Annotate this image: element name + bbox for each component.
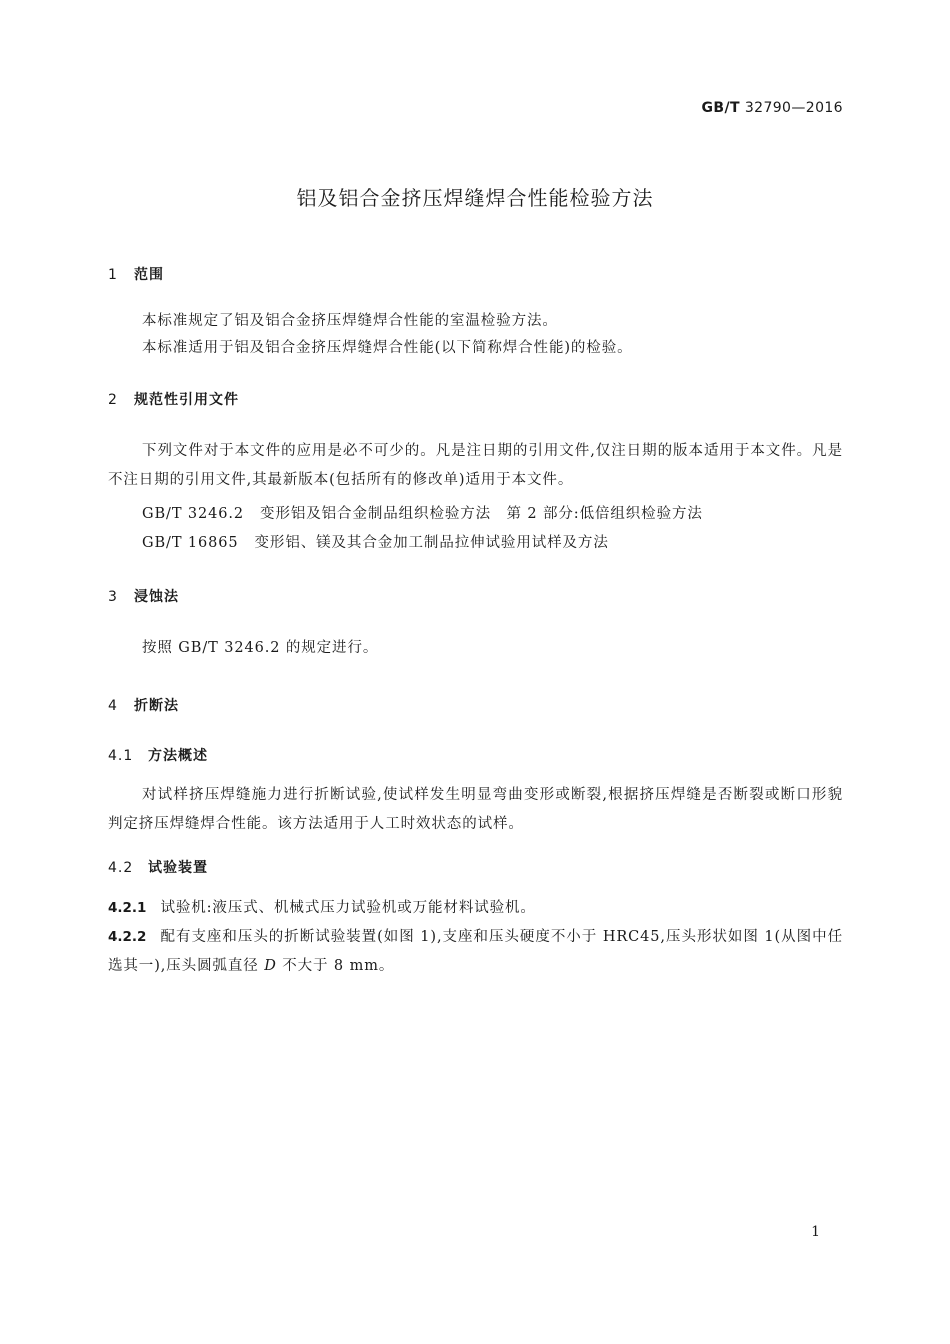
section-title: 浸蚀法: [134, 589, 179, 605]
reference-title: 变形铝及铝合金制品组织检验方法 第 2 部分:低倍组织检验方法: [260, 506, 703, 522]
section-number: 4: [108, 698, 118, 714]
document-title: 铝及铝合金挤压焊缝焊合性能检验方法: [296, 186, 654, 210]
subsection-number: 4.1: [108, 748, 134, 764]
subsection-4-2-heading: [108, 857, 208, 877]
clause-4-2-1: [108, 894, 843, 923]
clause-text: 试验机:液压式、机械式压力试验机或万能材料试验机。: [160, 900, 536, 916]
section-title: 规范性引用文件: [134, 392, 239, 408]
reference-code: GB/T 16865: [142, 535, 239, 551]
section-3-paragraph: 按照 GB/T 3246.2 的规定进行。: [142, 640, 379, 656]
section-number: 1: [108, 267, 118, 283]
subsection-number: 4.2: [108, 860, 134, 876]
clause-text-end: 不大于 8 mm。: [276, 958, 395, 974]
section-1-heading: [108, 264, 164, 284]
subsection-4-1-paragraph: 对试样挤压焊缝施力进行折断试验,使试样发生明显弯曲变形或断裂,根据挤压焊缝是否断裂或断口形貌判定挤压焊缝焊合性能。该方法适用于人工时效状态的试样。: [108, 787, 843, 832]
standard-number: 32790—2016: [744, 100, 843, 116]
clause-number: 4.2.2: [108, 929, 147, 945]
normative-reference: [142, 531, 609, 552]
page-number: 1: [811, 1224, 820, 1240]
section-title: 折断法: [134, 698, 179, 714]
clause-number: 4.2.1: [108, 900, 147, 916]
reference-code: GB/T 3246.2: [142, 506, 245, 522]
section-4-heading: [108, 695, 179, 715]
section-3-heading: [108, 586, 179, 606]
clause-text: 配有支座和压头的折断试验装置(如图 1),支座和压头硬度不小于 HRC45,压头形状如图 1(从图中任选其一),压头圆弧直径: [108, 929, 843, 974]
normative-reference: [142, 502, 703, 523]
section-1-paragraph-1: 本标准规定了铝及铝合金挤压焊缝焊合性能的室温检验方法。: [142, 313, 558, 329]
subsection-4-1-heading: [108, 745, 208, 765]
clause-4-2-2: [108, 923, 843, 981]
section-2-intro: 下列文件对于本文件的应用是必不可少的。凡是注日期的引用文件,仅注日期的版本适用于本文件。凡是不注日期的引用文件,其最新版本(包括所有的修改单)适用于本文件。: [108, 443, 843, 488]
subsection-title: 方法概述: [148, 748, 208, 764]
diameter-variable: D: [264, 958, 277, 974]
section-1-paragraph-2: 本标准适用于铝及铝合金挤压焊缝焊合性能(以下简称焊合性能)的检验。: [142, 340, 633, 356]
standard-prefix: GB/T: [701, 100, 740, 116]
section-number: 3: [108, 589, 118, 605]
section-title: 范围: [134, 267, 164, 283]
reference-title: 变形铝、镁及其合金加工制品拉伸试验用试样及方法: [254, 535, 609, 551]
subsection-title: 试验装置: [148, 860, 208, 876]
section-2-heading: [108, 389, 239, 409]
standard-code: [702, 100, 843, 116]
section-number: 2: [108, 392, 118, 408]
